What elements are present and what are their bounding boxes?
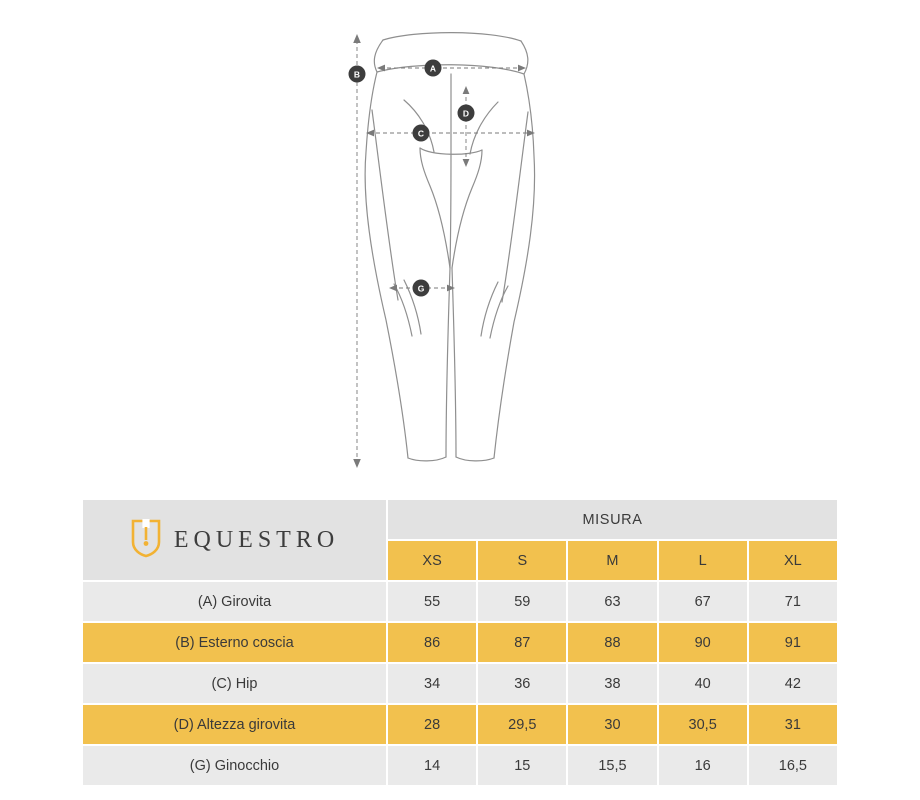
cell-altezza-girovita-xs: 28 bbox=[387, 704, 477, 745]
svg-text:D: D bbox=[462, 108, 470, 119]
cell-girovita-s: 59 bbox=[477, 581, 567, 622]
marker-C bbox=[413, 125, 430, 142]
cell-esterno-coscia-xs: 86 bbox=[387, 622, 477, 663]
cell-girovita-l: 67 bbox=[658, 581, 748, 622]
cell-esterno-coscia-l: 90 bbox=[658, 622, 748, 663]
cell-ginocchio-l: 16 bbox=[658, 745, 748, 786]
size-header-l: L bbox=[658, 540, 748, 581]
cell-hip-m: 38 bbox=[567, 663, 657, 704]
table-row bbox=[82, 704, 838, 745]
table-row bbox=[82, 581, 838, 622]
svg-text:C: C bbox=[417, 128, 425, 139]
table-header-row-1 bbox=[82, 499, 838, 540]
brand-name: EQUESTRO bbox=[173, 526, 340, 553]
group-header-misura: MISURA bbox=[387, 499, 838, 540]
row-label-esterno-coscia: (B) Esterno coscia bbox=[82, 622, 387, 663]
brand-cell bbox=[82, 499, 387, 581]
cell-hip-xl: 42 bbox=[748, 663, 838, 704]
row-label-hip: (C) Hip bbox=[82, 663, 387, 704]
cell-girovita-xl: 71 bbox=[748, 581, 838, 622]
cell-girovita-xs: 55 bbox=[387, 581, 477, 622]
equestro-shield-icon bbox=[130, 518, 162, 562]
cell-esterno-coscia-s: 87 bbox=[477, 622, 567, 663]
cell-hip-s: 36 bbox=[477, 663, 567, 704]
table-row bbox=[82, 663, 838, 704]
cell-ginocchio-xl: 16,5 bbox=[748, 745, 838, 786]
cell-altezza-girovita-s: 29,5 bbox=[477, 704, 567, 745]
size-header-s: S bbox=[477, 540, 567, 581]
cell-altezza-girovita-m: 30 bbox=[567, 704, 657, 745]
marker-G bbox=[413, 280, 430, 297]
cell-esterno-coscia-m: 88 bbox=[567, 622, 657, 663]
cell-ginocchio-m: 15,5 bbox=[567, 745, 657, 786]
cell-hip-l: 40 bbox=[658, 663, 748, 704]
size-header-m: M bbox=[567, 540, 657, 581]
row-label-girovita: (A) Girovita bbox=[82, 581, 387, 622]
marker-B bbox=[349, 66, 366, 83]
size-header-xs: XS bbox=[387, 540, 477, 581]
table-row bbox=[82, 745, 838, 786]
svg-text:B: B bbox=[353, 69, 361, 80]
row-label-altezza-girovita: (D) Altezza girovita bbox=[82, 704, 387, 745]
table-row bbox=[82, 622, 838, 663]
cell-girovita-m: 63 bbox=[567, 581, 657, 622]
marker-D bbox=[458, 105, 475, 122]
svg-text:G: G bbox=[417, 283, 425, 294]
cell-ginocchio-s: 15 bbox=[477, 745, 567, 786]
row-label-ginocchio: (G) Ginocchio bbox=[82, 745, 387, 786]
cell-altezza-girovita-l: 30,5 bbox=[658, 704, 748, 745]
size-header-xl: XL bbox=[748, 540, 838, 581]
cell-altezza-girovita-xl: 31 bbox=[748, 704, 838, 745]
cell-hip-xs: 34 bbox=[387, 663, 477, 704]
size-chart-table bbox=[81, 498, 839, 787]
cell-esterno-coscia-xl: 91 bbox=[748, 622, 838, 663]
marker-A bbox=[425, 60, 442, 77]
svg-text:A: A bbox=[429, 63, 437, 74]
cell-ginocchio-xs: 14 bbox=[387, 745, 477, 786]
